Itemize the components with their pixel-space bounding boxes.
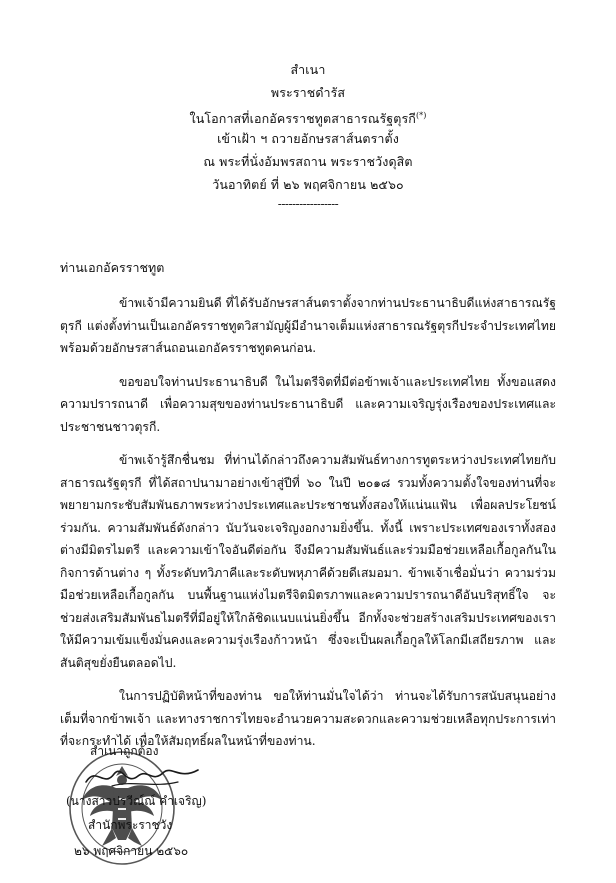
venue-line: ณ พระที่นั่งอัมพรสถาน พระราชวังดุสิต bbox=[203, 154, 413, 169]
footnote-mark: (*) bbox=[415, 111, 427, 120]
occasion-line bbox=[0, 104, 616, 127]
handwritten-signature-icon bbox=[82, 758, 202, 792]
copy-label: สำเนา bbox=[290, 62, 326, 77]
certification-date: ๒๖ พฤศจิกายน ๒๕๖๐ bbox=[74, 844, 189, 858]
header-divider: ----------------- bbox=[277, 197, 339, 211]
speech-body bbox=[60, 292, 556, 764]
certification-block bbox=[56, 742, 276, 872]
certifier-name: (นางสาวปรวีณ์ณ์ คำเจริญ) bbox=[66, 794, 207, 808]
certified-copy-label: สำเนาถูกต้อง bbox=[90, 744, 159, 758]
audience-line: เข้าเฝ้า ฯ ถวายอักษรสาส์นตราตั้ง bbox=[217, 131, 399, 146]
paragraph-2: ขอขอบใจท่านประธานาธิบดี ในไมตรีจิตที่มีต่อข้าพเจ้าและประเทศไทย ทั้งขอแสดงความปรารถนาดี เพื่อความสุขของท่านประธานาธิบดี และความเจริญรุ่งเรืองของประเทศและประชาชนชาวตุรกี. bbox=[60, 374, 556, 434]
paragraph-3: ข้าพเจ้ารู้สึกชื่นชม ที่ท่านได้กล่าวถึงความสัมพันธ์ทางการทูตระหว่างประเทศไทยกับสาธารณรัฐตุรกี ที่ได้สถาปนามาอย่างเข้าสู่ปีที่ ๖๐ ในปี ๒๐๑๘ รวมทั้งความตั้งใจของท่านที่จะพยายามกระชับสัมพันธภาพระหว่างประเทศและประชาชนทั้งสองให้แน่นแฟ้น เพื่อผลประโยชน์ร่วมกัน. ความสัมพันธ์ดังกล่าว นับวันจะเจริญงอกงามยิ่งขึ้น. ทั้งนี้ เพราะประเทศของเราทั้งสองต่างมีมิตรไมตรี และความเข้าใจอันดีต่อกัน จึงมีความสัมพันธ์และร่วมมือช่วยเหลือเกื้อกูลกันในกิจการด้านต่าง ๆ ทั้งระดับทวิภาคีและระดับพหุภาคีด้วยดีเสมอมา. ข้าพเจ้าเชื่อมั่นว่า ความร่วมมือช่วยเหลือเกื้อกูลกัน บนพื้นฐานแห่งไมตรีจิตมิตรภาพและความปรารถนาดีอันบริสุทธิ์ใจ จะช่วยส่งเสริมสัมพันธไมตรีที่มีอยู่ให้ใกล้ชิดแนบแน่นยิ่งขึ้น อีกทั้งจะช่วยสร้างเสริมประเทศของเรา ให้มีความเข้มแข็งมั่นคงและความรุ่งเรืองก้าวหน้า ซึ่งจะเป็นผลเกื้อกูลให้โลกมีเสถียรภาพ และสันติสุขยั่งยืนตลอดไป. bbox=[60, 453, 556, 670]
paragraph-1: ข้าพเจ้ามีความยินดี ที่ได้รับอักษรสาส์นตราตั้งจากท่านประธานาธิบดีแห่งสาธารณรัฐตุรกี แต่งตั้งท่านเป็นเอกอัครราชทูตวิสามัญผู้มีอำนาจเต็มแห่งสาธารณรัฐตุรกีประจำประเทศไทย พร้อมด้วยอักษรสาส์นถอนเอกอัครราชทูตคนก่อน. bbox=[60, 296, 556, 355]
paragraph-4: ในการปฏิบัติหน้าที่ของท่าน ขอให้ท่านมั่นใจได้ว่า ท่านจะได้รับการสนับสนุนอย่างเต็มที่จากข้าพเจ้า และทางราชการไทยจะอำนวยความสะดวกและความช่วยเหลือทุกประการเท่าที่จะกระทำได้ เพื่อให้สัมฤทธิ์ผลในหน้าที่ของท่าน. bbox=[60, 689, 556, 748]
occasion-text: ในโอกาสที่เอกอัครราชทูตสาธารณรัฐตุรกี bbox=[189, 111, 416, 126]
document-title: พระราชดำรัส bbox=[270, 85, 346, 100]
issuing-office: สำนักพระราชวัง bbox=[88, 818, 173, 832]
date-line: วันอาทิตย์ ที่ ๒๖ พฤศจิกายน ๒๕๖๐ bbox=[212, 177, 404, 192]
salutation: ท่านเอกอัครราชทูต bbox=[60, 260, 165, 275]
document-header bbox=[0, 58, 616, 212]
